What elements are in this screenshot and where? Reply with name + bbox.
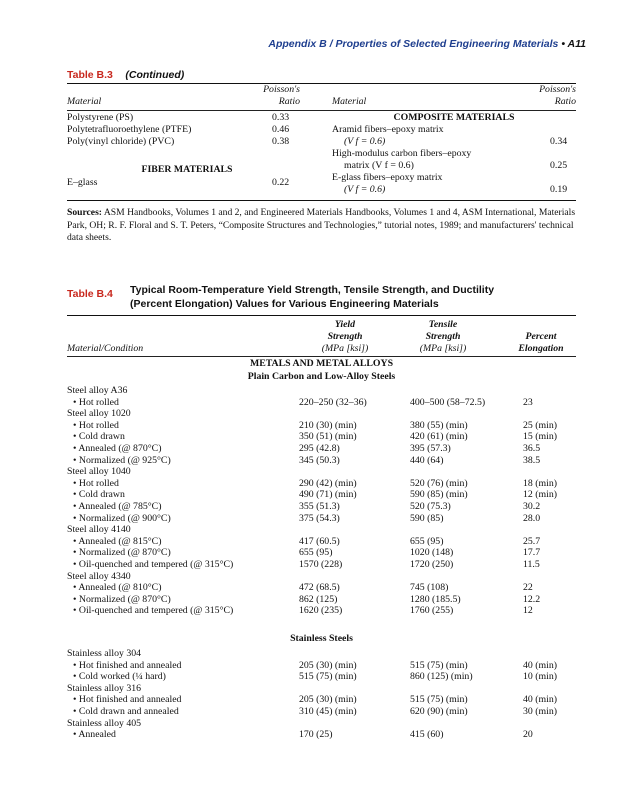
yield-strength-cell: 655 (95) (299, 547, 333, 559)
table-row (67, 408, 576, 420)
material-cell: • Annealed (@ 785°C) (73, 500, 162, 512)
table-row (67, 559, 576, 571)
material-cell: Steel alloy 4340 (67, 570, 131, 582)
material-cell: • Oil-quenched and tempered (@ 315°C) (73, 558, 234, 570)
percent-elongation-cell: 15 (min) (523, 431, 558, 443)
table-b4-label: Table B.4 (67, 288, 113, 300)
material-cell: Stainless alloy 304 (67, 648, 142, 659)
b3-right-row-line2: matrix (V f = 0.6) (344, 160, 414, 171)
table-row (67, 547, 576, 559)
table-b3-bottom-rule (67, 200, 576, 201)
percent-elongation-cell: 17.7 (523, 547, 541, 559)
b4-section-heading: METALS AND METAL ALLOYS (249, 358, 394, 369)
material-cell: • Hot rolled (73, 419, 119, 431)
percent-elongation-cell: 20 (523, 729, 533, 741)
b4-yield-header-2: Strength (327, 331, 363, 342)
percent-elongation-cell: 12 (min) (523, 489, 558, 501)
tensile-strength-cell: 520 (76) (min) (410, 477, 468, 489)
b4-yield-header-1: Yield (334, 319, 356, 330)
yield-strength-cell: 1570 (228) (299, 558, 343, 570)
tensile-strength-cell: 440 (64) (410, 454, 444, 466)
table-row (67, 718, 576, 730)
yield-strength-cell: 350 (51) (min) (299, 431, 357, 443)
tensile-strength-cell: 415 (60) (410, 729, 444, 741)
table-b4-caption (67, 284, 587, 312)
table-row (67, 420, 576, 432)
percent-elongation-cell: 25.7 (523, 535, 541, 547)
yield-strength-cell: 210 (30) (min) (299, 419, 357, 431)
yield-strength-cell: 170 (25) (299, 729, 333, 741)
tensile-strength-cell: 745 (108) (410, 582, 449, 594)
percent-elongation-cell: 30.2 (523, 500, 541, 512)
b3-right-ratio-header-2: Ratio (554, 96, 576, 107)
tensile-strength-cell: 400–500 (58–72.5) (410, 396, 486, 408)
table-row (67, 729, 576, 741)
b4-tensile-header-2: Strength (425, 331, 461, 342)
yield-strength-cell: 345 (50.3) (299, 454, 340, 466)
table-row (67, 385, 576, 397)
material-cell: Steel alloy 1020 (67, 408, 131, 420)
b3-left-material-header: Material (67, 96, 102, 107)
b4-rows-carbon-steels (67, 385, 576, 617)
material-cell: • Cold drawn and annealed (73, 705, 179, 717)
material-cell: • Normalized (@ 900°C) (73, 512, 171, 524)
b3-right-row-line1: High-modulus carbon fibers–epoxy (332, 148, 472, 159)
yield-strength-cell: 290 (42) (min) (299, 477, 357, 489)
table-b3-title: (Continued) (125, 69, 185, 81)
tensile-strength-cell: 590 (85) (min) (410, 489, 468, 501)
percent-elongation-cell: 11.5 (523, 558, 540, 570)
yield-strength-cell: 220–250 (32–36) (299, 396, 367, 408)
percent-elongation-cell: 10 (min) (523, 671, 558, 683)
table-row (67, 605, 576, 617)
yield-strength-cell: 205 (30) (min) (299, 659, 357, 671)
tensile-strength-cell: 1760 (255) (410, 605, 454, 617)
material-cell: Stainless alloy 405 (67, 717, 142, 729)
tensile-strength-cell: 420 (61) (min) (410, 431, 468, 443)
yield-strength-cell: 310 (45) (min) (299, 705, 357, 717)
b3-left-row-name: Poly(vinyl chloride) (PVC) (67, 136, 175, 147)
b3-left-row-value: 0.46 (272, 124, 290, 135)
b4-subheading-stainless: Stainless Steels (290, 633, 353, 644)
material-cell: • Annealed (@ 815°C) (73, 535, 162, 547)
tensile-strength-cell: 380 (55) (min) (410, 419, 468, 431)
material-cell: • Cold drawn (73, 489, 125, 501)
b3-right-ratio-header-1: Poisson's (539, 84, 576, 95)
b3-composite-heading: COMPOSITE MATERIALS (393, 112, 515, 123)
b3-right-material-header: Material (332, 96, 367, 107)
b3-left-row-name: Polytetrafluoroethylene (PTFE) (67, 124, 192, 135)
b4-tensile-header-1: Tensile (428, 319, 458, 330)
b3-fiber-row-name: E–glass (67, 177, 98, 188)
b4-yield-header-3: (MPa [ksi]) (321, 343, 369, 354)
b3-right-row-value: 0.34 (550, 136, 568, 147)
percent-elongation-cell: 22 (523, 582, 533, 594)
b3-left-ratio-header-1: Poisson's (263, 84, 300, 95)
b3-right-row-line2: (V f = 0.6) (344, 184, 386, 195)
table-row (67, 431, 576, 443)
material-cell: Steel alloy 1040 (67, 466, 131, 478)
percent-elongation-cell: 18 (min) (523, 477, 558, 489)
b3-fiber-row-value: 0.22 (272, 177, 290, 188)
tensile-strength-cell: 395 (57.3) (410, 442, 451, 454)
table-b4-header-rule (67, 356, 576, 357)
table-row (67, 671, 576, 683)
b3-left-row-value: 0.33 (272, 112, 290, 123)
table-row (67, 582, 576, 594)
percent-elongation-cell: 38.5 (523, 454, 541, 466)
tensile-strength-cell: 590 (85) (410, 512, 444, 524)
running-header (268, 38, 586, 50)
yield-strength-cell: 375 (54.3) (299, 512, 340, 524)
b3-sources-note (67, 207, 576, 245)
table-row (67, 513, 576, 525)
tensile-strength-cell: 655 (95) (410, 535, 444, 547)
b3-left-ratio-header-2: Ratio (278, 96, 300, 107)
table-b3-top-rule (67, 83, 576, 84)
b4-material-header: Material/Condition (67, 343, 144, 354)
b4-percent-header-2: Elongation (518, 343, 564, 354)
material-cell: • Hot finished and annealed (73, 659, 182, 671)
tensile-strength-cell: 520 (75.3) (410, 500, 451, 512)
table-row (67, 648, 576, 660)
b3-right-row-value: 0.19 (550, 184, 568, 195)
percent-elongation-cell: 36.5 (523, 442, 541, 454)
page-number: • A11 (561, 38, 586, 50)
percent-elongation-cell: 12 (523, 605, 533, 617)
b4-rows-stainless (67, 648, 576, 741)
percent-elongation-cell: 25 (min) (523, 419, 558, 431)
table-b4-title-line1: Typical Room-Temperature Yield Strength, Tensile Strength, and Ductility (130, 284, 495, 296)
percent-elongation-cell: 12.2 (523, 593, 541, 605)
table-row (67, 478, 576, 490)
sources-label: Sources: (67, 207, 102, 218)
tensile-strength-cell: 1280 (185.5) (410, 593, 461, 605)
material-cell: Stainless alloy 316 (67, 682, 142, 694)
material-cell: • Normalized (@ 925°C) (73, 454, 171, 466)
yield-strength-cell: 862 (125) (299, 593, 338, 605)
yield-strength-cell: 417 (60.5) (299, 535, 340, 547)
table-b4-top-rule (67, 315, 576, 316)
material-cell: • Normalized (@ 870°C) (73, 593, 171, 605)
table-b4-title-line2: (Percent Elongation) Values for Various Engineering Materials (130, 298, 439, 310)
material-cell: • Cold drawn (73, 431, 125, 443)
material-cell: • Annealed (@ 810°C) (73, 582, 162, 594)
tensile-strength-cell: 860 (125) (min) (410, 671, 473, 683)
table-row (67, 397, 576, 409)
yield-strength-cell: 490 (71) (min) (299, 489, 357, 501)
table-row (67, 694, 576, 706)
b3-left-row-value: 0.38 (272, 136, 290, 147)
percent-elongation-cell: 40 (min) (523, 694, 558, 706)
yield-strength-cell: 472 (68.5) (299, 582, 340, 594)
table-row (67, 524, 576, 536)
table-row (67, 489, 576, 501)
material-cell: • Hot rolled (73, 477, 119, 489)
table-row (67, 443, 576, 455)
yield-strength-cell: 515 (75) (min) (299, 671, 357, 683)
b3-fiber-heading: FIBER MATERIALS (141, 164, 233, 175)
material-cell: • Cold worked (¼ hard) (73, 671, 166, 683)
material-cell: Steel alloy A36 (67, 385, 128, 396)
tensile-strength-cell: 1020 (148) (410, 547, 454, 559)
tensile-strength-cell: 1720 (250) (410, 558, 454, 570)
table-b3-header-rule (67, 110, 576, 111)
b4-tensile-header-3: (MPa [ksi]) (419, 343, 467, 354)
b4-percent-header-1: Percent (525, 331, 557, 342)
material-cell: • Normalized (@ 870°C) (73, 547, 171, 559)
table-b3-label: Table B.3 (67, 69, 113, 81)
material-cell: • Annealed (73, 729, 116, 741)
table-row (67, 594, 576, 606)
table-row (67, 683, 576, 695)
table-row (67, 501, 576, 513)
b3-right-row-line1: Aramid fibers–epoxy matrix (332, 124, 444, 135)
table-b3-caption (67, 65, 184, 83)
percent-elongation-cell: 30 (min) (523, 705, 558, 717)
table-row (67, 536, 576, 548)
table-row (67, 706, 576, 718)
yield-strength-cell: 355 (51.3) (299, 500, 340, 512)
tensile-strength-cell: 620 (90) (min) (410, 705, 468, 717)
table-row (67, 660, 576, 672)
material-cell: • Hot rolled (73, 396, 119, 408)
material-cell: • Oil-quenched and tempered (@ 315°C) (73, 605, 234, 617)
b4-subheading-carbon-steels: Plain Carbon and Low-Alloy Steels (247, 371, 396, 382)
percent-elongation-cell: 28.0 (523, 512, 541, 524)
table-row (67, 571, 576, 583)
percent-elongation-cell: 40 (min) (523, 659, 558, 671)
sources-text: ASM Handbooks, Volumes 1 and 2, and Engineered Materials Handbooks, Volumes 1 and 4, ASM International, Materials Park, OH; R. F. Floral and S. T. Peters, “Composite Structures and Technologies,” tutorial notes, 1989; and manufacturers' technical data sheets. (67, 207, 576, 243)
material-cell: • Hot finished and annealed (73, 694, 182, 706)
material-cell: • Annealed (@ 870°C) (73, 442, 162, 454)
tensile-strength-cell: 515 (75) (min) (410, 659, 468, 671)
table-row (67, 466, 576, 478)
header-text: Appendix B / Properties of Selected Engineering Materials (268, 38, 559, 50)
table-row (67, 455, 576, 467)
tensile-strength-cell: 515 (75) (min) (410, 694, 468, 706)
b3-right-row-line2: (V f = 0.6) (344, 136, 386, 147)
percent-elongation-cell: 23 (523, 396, 533, 408)
yield-strength-cell: 205 (30) (min) (299, 694, 357, 706)
yield-strength-cell: 295 (42.8) (299, 442, 340, 454)
yield-strength-cell: 1620 (235) (299, 605, 343, 617)
b3-left-row-name: Polystyrene (PS) (67, 112, 134, 123)
material-cell: Steel alloy 4140 (67, 524, 131, 536)
b3-right-row-value: 0.25 (550, 160, 568, 171)
b3-right-row-line1: E-glass fibers–epoxy matrix (332, 172, 443, 183)
